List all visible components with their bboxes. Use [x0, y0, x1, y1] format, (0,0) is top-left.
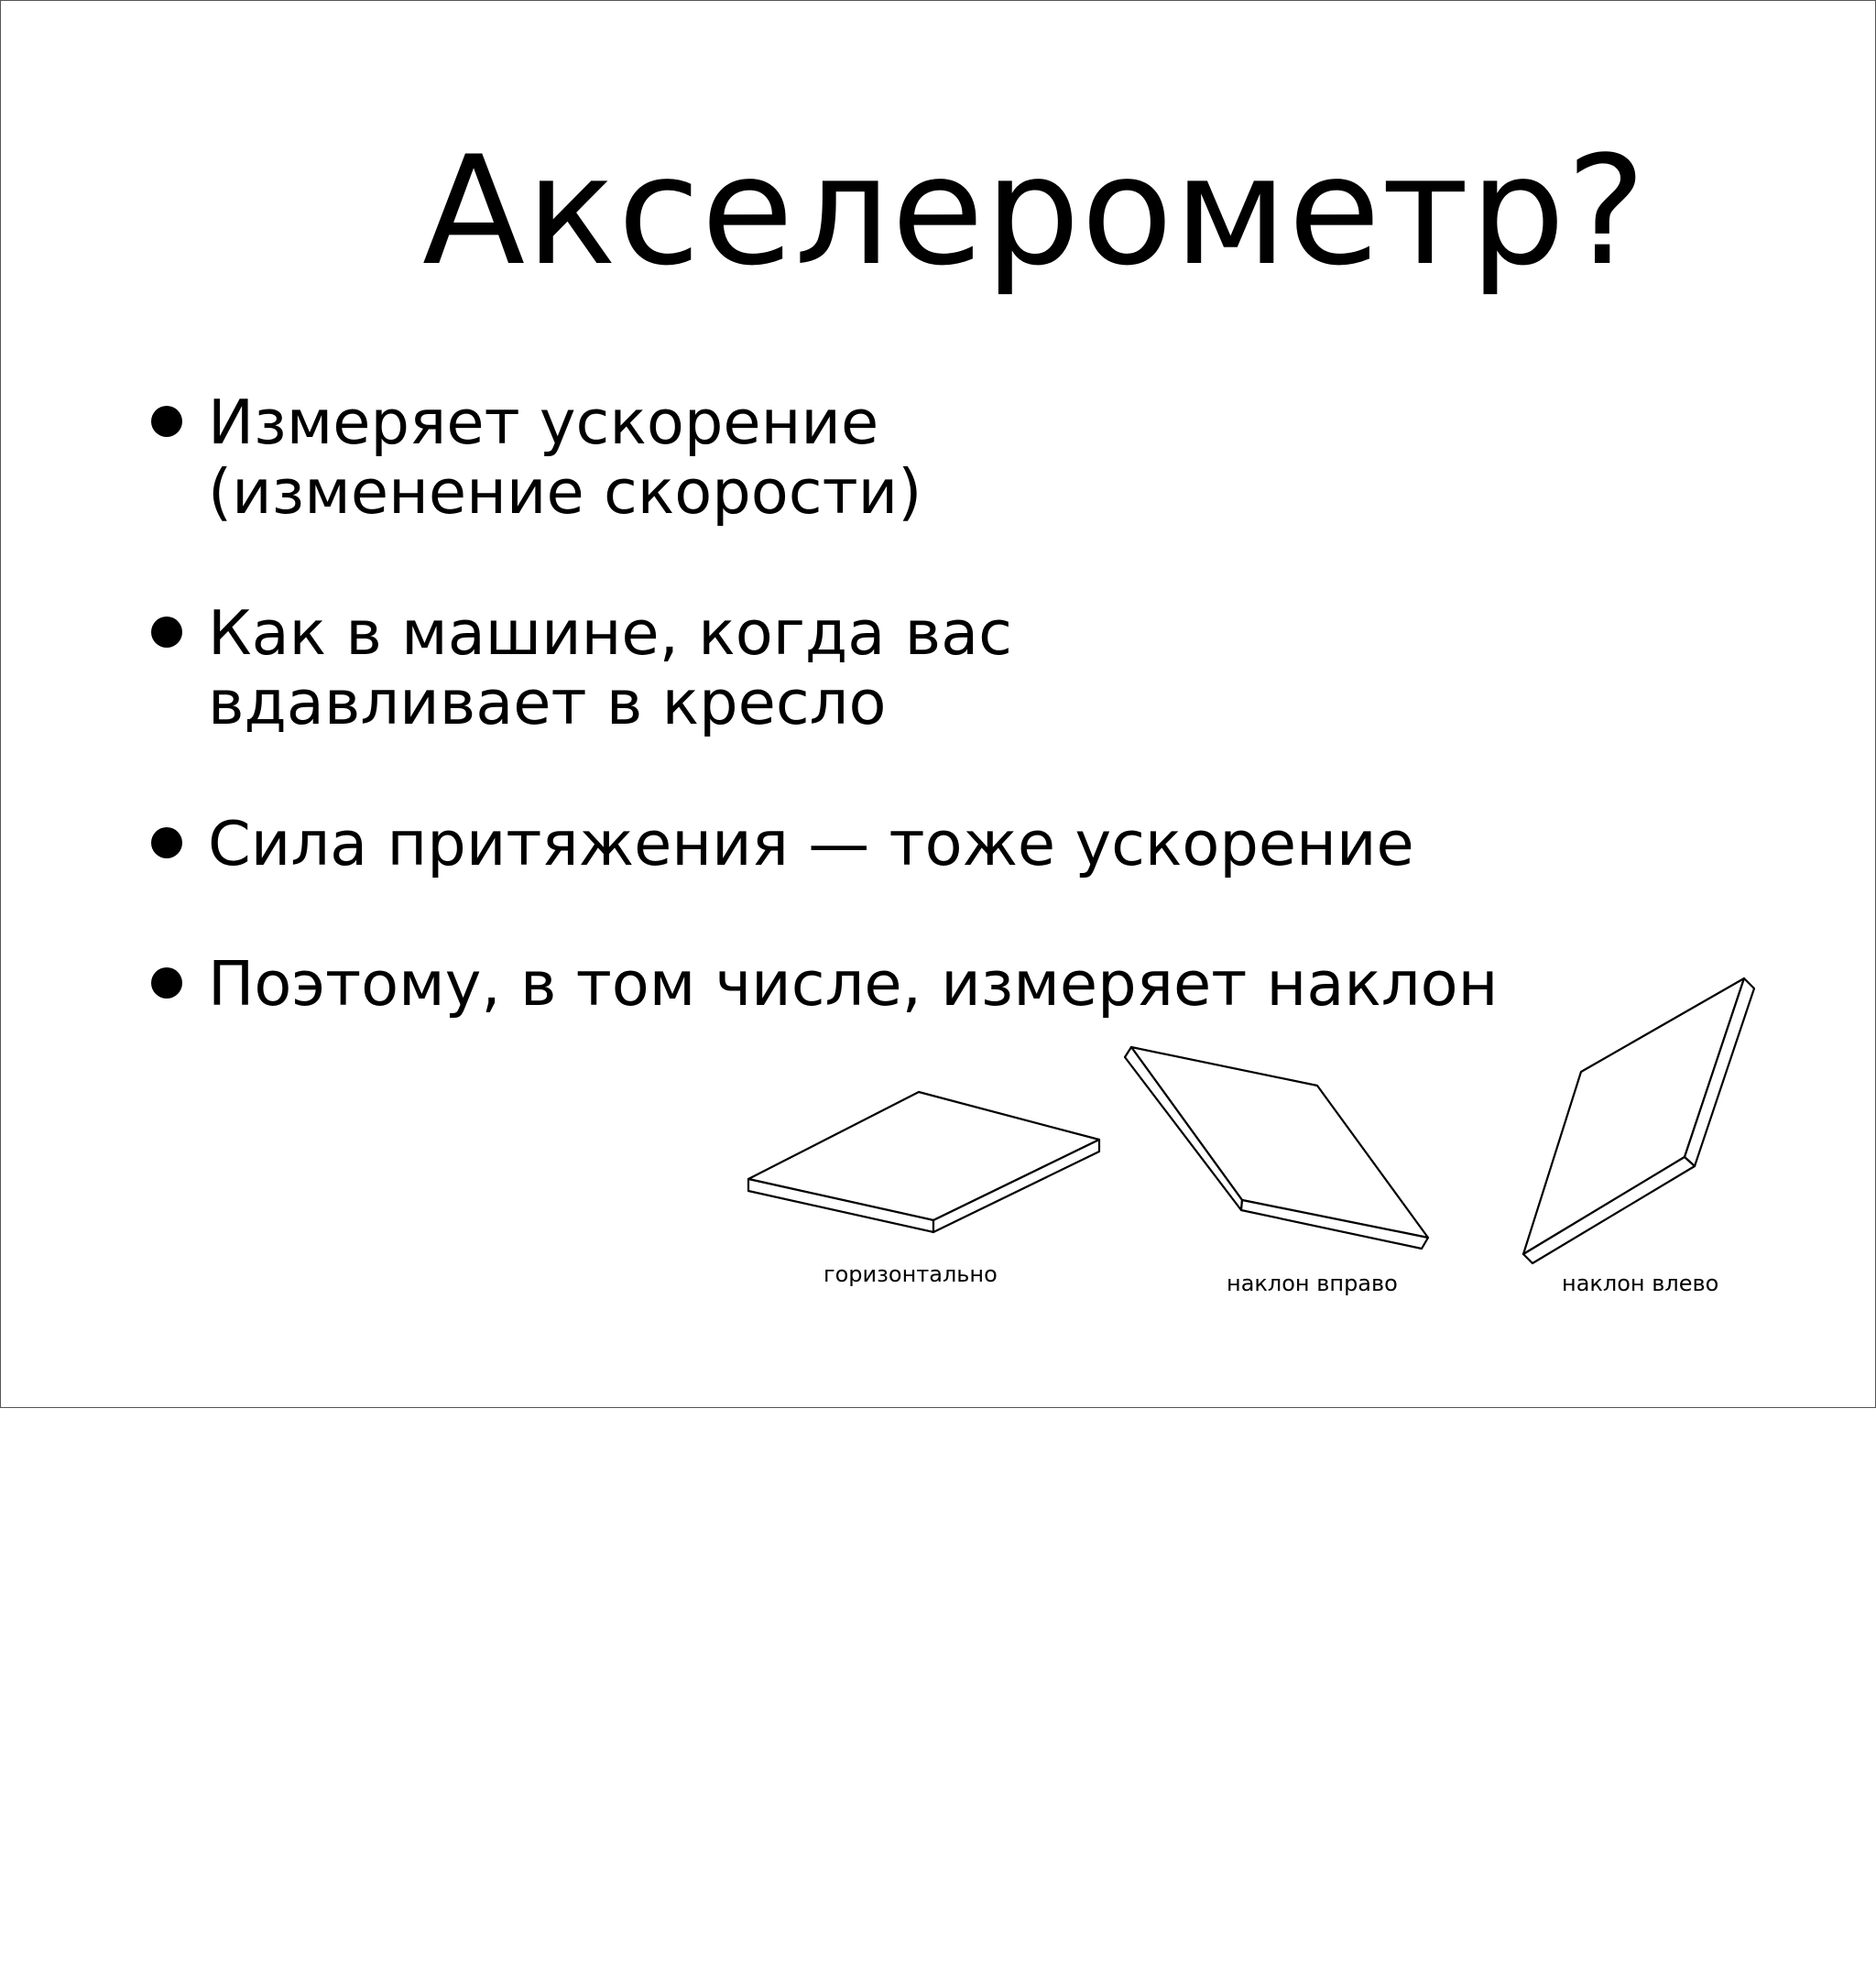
- figure-caption-horizontal: горизонтально: [823, 1261, 998, 1287]
- bullet-text: (изменение скорости): [208, 456, 922, 528]
- slide-title: Акселерометр?: [422, 124, 1647, 299]
- plate-tilted-right-icon: [1125, 1047, 1428, 1249]
- bullet-text: Сила притяжения — тоже ускорение: [208, 808, 1414, 879]
- tilt-illustration: [1, 1, 1876, 1407]
- flat-plate-icon: [748, 1092, 1099, 1232]
- bullet-text: вдавливает в кресло: [208, 667, 887, 738]
- plate-tilted-left-icon: [1523, 978, 1754, 1263]
- bullet-text: Как в машине, когда вас: [208, 597, 1012, 669]
- figure-caption-tilt-right: наклон вправо: [1227, 1271, 1398, 1296]
- bullet-text: Измеряет ускорение: [208, 387, 879, 458]
- figure-caption-tilt-left: наклон влево: [1562, 1271, 1719, 1296]
- bullet-text: Поэтому, в том числе, измеряет наклон: [208, 948, 1499, 1020]
